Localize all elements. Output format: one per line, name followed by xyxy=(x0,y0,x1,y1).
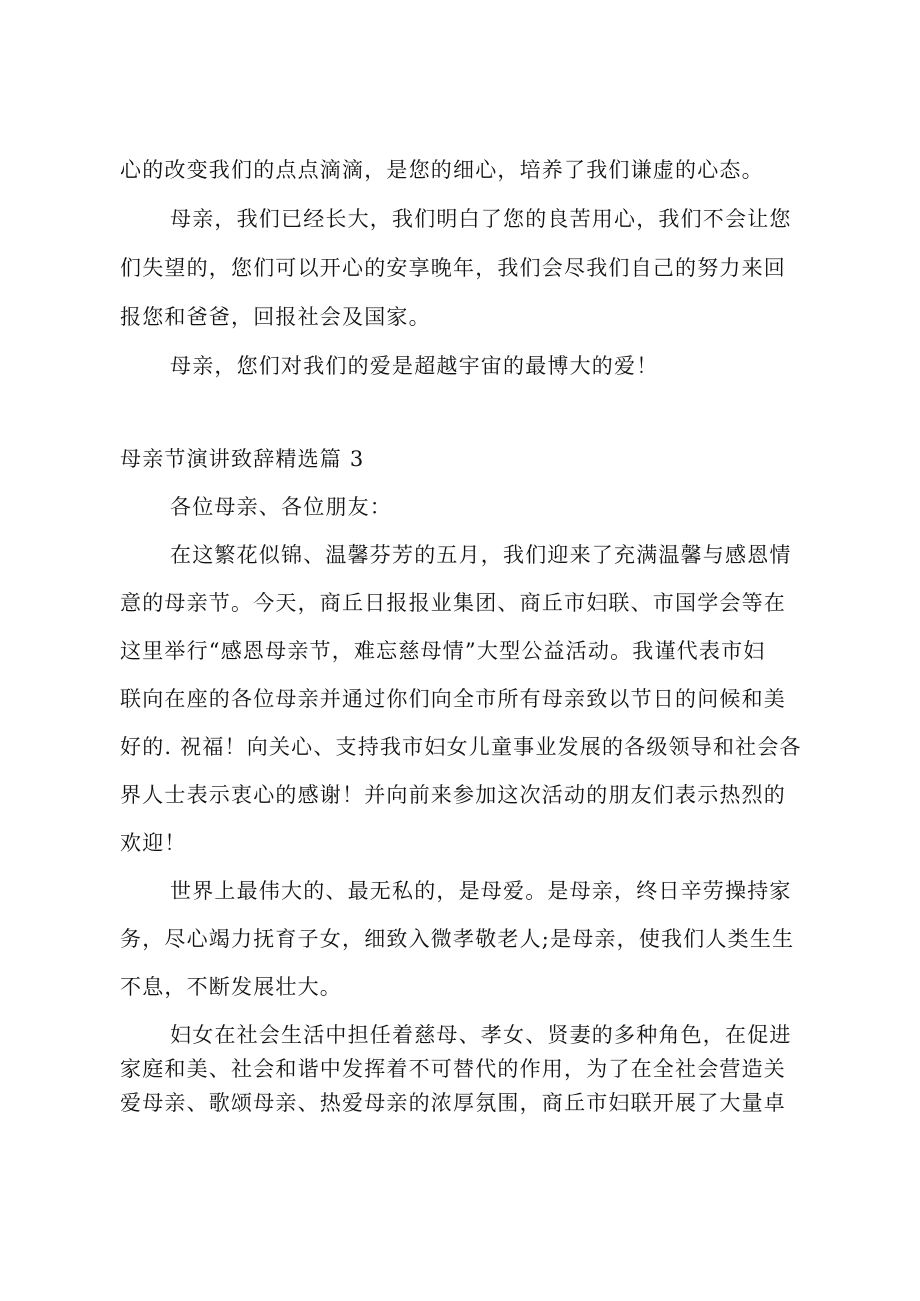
paragraph-line: 心的改变我们的点点滴滴，是您的细心，培养了我们谦虚的心态。 xyxy=(120,158,764,182)
paragraph-line: 界人士表示衷心的感谢！并向前来参加这次活动的朋友们表示热烈的 xyxy=(120,783,786,807)
paragraph-line: 欢迎！ xyxy=(120,831,187,855)
section-heading: 母亲节演讲致辞精选篇 3 xyxy=(120,447,365,471)
paragraph-line: 家庭和美、社会和谐中发挥着不可替代的作用，为了在全社会营造关 xyxy=(120,1057,786,1081)
paragraph-line: 这里举行“感恩母亲节，难忘慈母情”大型公益活动。我谨代表市妇 xyxy=(120,639,766,663)
paragraph-line: 好的. 祝福！向关心、支持我市妇女儿童事业发展的各级领导和社会各 xyxy=(120,735,802,759)
paragraph-line: 们失望的，您们可以开心的安享晚年，我们会尽我们自己的努力来回 xyxy=(120,256,786,280)
paragraph-line: 爱母亲、歌颂母亲、热爱母亲的浓厚氛围，商丘市妇联开展了大量卓 xyxy=(120,1091,786,1115)
paragraph-line: 务，尽心竭力抚育子女，细致入微孝敬老人;是母亲，使我们人类生生 xyxy=(120,927,795,951)
paragraph-line: 报您和爸爸，回报社会及国家。 xyxy=(120,305,431,329)
paragraph-line: 意的母亲节。今天，商丘日报报业集团、商丘市妇联、市国学会等在 xyxy=(120,591,786,615)
salutation-line: 各位母亲、各位朋友： xyxy=(170,495,392,519)
paragraph-line: 在这繁花似锦、温馨芬芳的五月，我们迎来了充满温馨与感恩情 xyxy=(170,543,792,567)
paragraph-line: 不息，不断发展壮大。 xyxy=(120,975,342,999)
paragraph-line: 联向在座的各位母亲并通过你们向全市所有母亲致以节日的问候和美 xyxy=(120,687,786,711)
paragraph-line: 母亲，您们对我们的爱是超越宇宙的最博大的爱！ xyxy=(170,354,659,378)
paragraph-line: 母亲，我们已经长大，我们明白了您的良苦用心，我们不会让您 xyxy=(170,207,792,231)
paragraph-line: 世界上最伟大的、最无私的，是母爱。是母亲，终日辛劳操持家 xyxy=(170,879,792,903)
paragraph-line: 妇女在社会生活中担任着慈母、孝女、贤妻的多种角色，在促进 xyxy=(170,1023,792,1047)
